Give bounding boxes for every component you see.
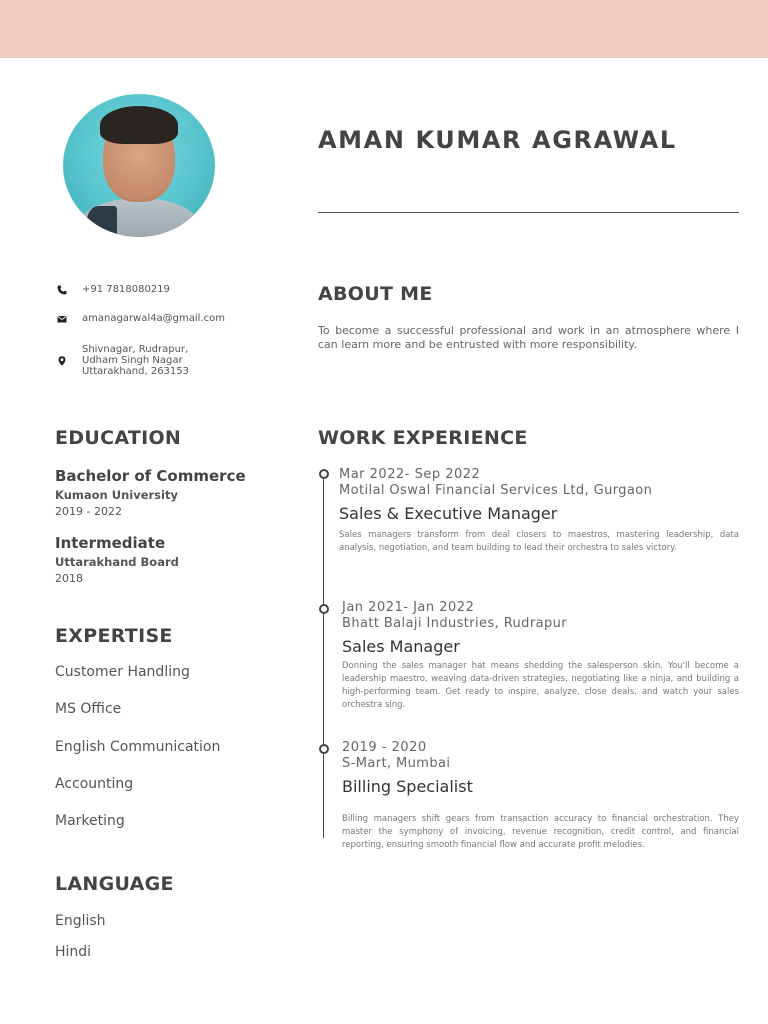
language-item: Hindi	[55, 944, 92, 960]
profile-photo	[63, 94, 215, 237]
job-description: Billing managers shift gears from transaction accuracy to financial orchestration. They master the symphony of invoicing, revenue recognition, credit control, and financial reporting, ensuring smooth financial flow and accurate profit melodies.	[342, 814, 739, 850]
about-heading: ABOUT ME	[318, 283, 433, 305]
timeline-dot	[319, 604, 329, 614]
timeline-line	[323, 752, 324, 838]
education-degree: Bachelor of Commerce	[55, 467, 246, 485]
address-line-3: Uttarakhand, 263153	[82, 366, 190, 377]
education-years: 2018	[55, 572, 83, 585]
job-company: S-Mart, Mumbai	[342, 756, 451, 771]
job-description: Sales managers transform from deal closers to maestros, mastering leadership, data analysis, negotiation, and team building to lead their orchestra to sales victory.	[339, 530, 739, 553]
job-period: 2019 - 2020	[342, 740, 427, 755]
about-text: To become a successful professional and work in an atmosphere where I can learn more and be entrusted with more responsibility.	[318, 324, 739, 351]
job-company: Motilal Oswal Financial Services Ltd, Gurgaon	[339, 483, 653, 498]
expertise-item: Accounting	[55, 776, 134, 792]
header-band	[0, 0, 768, 58]
expertise-item: English Communication	[55, 739, 221, 755]
job-description: Donning the sales manager hat means shedding the salesperson skin. You'll become a leadership maestro, weaving data-driven strategies, negotiating like a ninja, and building a high-performing team. Get ready to inspire, analyze, close deals, and watch your sales orchestra sing.	[342, 661, 739, 710]
location-pin-icon	[57, 356, 67, 366]
title-divider	[318, 212, 739, 213]
page-title: AMAN KUMAR AGRAWAL	[318, 126, 677, 154]
job-period: Mar 2022- Sep 2022	[339, 467, 481, 482]
expertise-heading: EXPERTISE	[55, 625, 173, 647]
phone-icon	[57, 285, 67, 295]
job-period: Jan 2021- Jan 2022	[342, 600, 475, 615]
email-address[interactable]: amanagarwal4a@gmail.com	[82, 313, 225, 324]
job-title: Sales Manager	[342, 637, 460, 656]
education-school: Kumaon University	[55, 488, 178, 502]
timeline-dot	[319, 469, 329, 479]
education-years: 2019 - 2022	[55, 505, 122, 518]
photo-hair	[100, 106, 178, 144]
work-heading: WORK EXPERIENCE	[318, 427, 528, 449]
language-item: English	[55, 913, 106, 929]
education-school: Uttarakhand Board	[55, 555, 179, 569]
timeline-line	[323, 612, 324, 745]
education-heading: EDUCATION	[55, 427, 182, 449]
address-line-1: Shivnagar, Rudrapur,	[82, 344, 189, 355]
expertise-item: Marketing	[55, 813, 125, 829]
language-heading: LANGUAGE	[55, 873, 174, 895]
timeline-dot	[319, 744, 329, 754]
expertise-item: MS Office	[55, 701, 122, 717]
expertise-item: Customer Handling	[55, 664, 190, 680]
photo-collar	[87, 206, 117, 237]
timeline-line	[323, 478, 324, 605]
job-title: Billing Specialist	[342, 777, 473, 796]
job-title: Sales & Executive Manager	[339, 504, 558, 523]
email-icon	[57, 314, 67, 324]
education-degree: Intermediate	[55, 534, 166, 552]
phone-number[interactable]: +91 7818080219	[82, 284, 170, 295]
job-company: Bhatt Balaji Industries, Rudrapur	[342, 616, 567, 631]
address-line-2: Udham Singh Nagar	[82, 355, 183, 366]
